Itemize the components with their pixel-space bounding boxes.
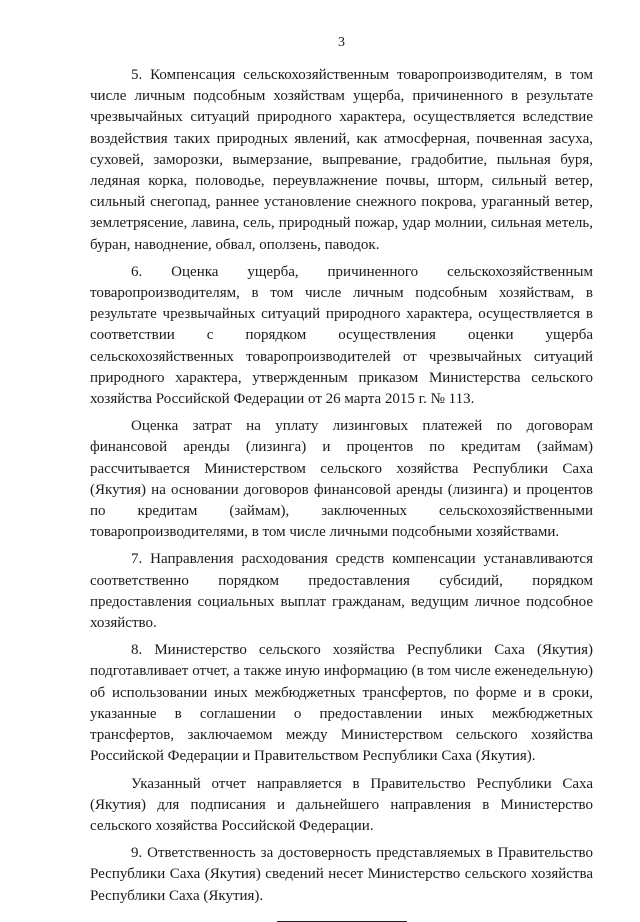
paragraph-item-5: 5. Компенсация сельскохозяйственным товаропроизводителям, в том числе личным подсобным хозяйствам ущерба, причиненного в результате чрезвычайных ситуаций природного характера, осуществляется вследствие воздействия таких природных явлений, как атмосферная, почвенная засуха, суховей, заморозки, вымерзание, выпревание, градобитие, пыльная буря, ледяная корка, половодье, переувлажнение почвы, шторм, сильный ветер, сильный снегопад, раннее установление снежного покрова, ураганный ветер, землетрясение, лавина, сель, природный пожар, удар молнии, сильная метель, буран, наводнение, обвал, оползень, паводок. bbox=[90, 67, 593, 253]
paragraph-item-7: 7. Направления расходования средств компенсации устанавливаются соответственно порядком предоставления субсидий, порядком предоставления социальных выплат гражданам, ведущим личное подсобное хозяйство. bbox=[90, 551, 593, 632]
paragraph-item-9: 9. Ответственность за достоверность представляемых в Правительство Республики Саха (Якутия) сведений несет Министерство сельского хозяйства Республики Саха (Якутия). bbox=[90, 845, 593, 904]
paragraph-leasing-estimate: Оценка затрат на уплату лизинговых платежей по договорам финансовой аренды (лизинга) и процентов по кредитам (займам) рассчитывается Министерством сельского хозяйства Республики Саха (Якутия) на основании договоров финансовой аренды (лизинга) и процентов по кредитам (займам), заключенных сельскохозяйственными товаропроизводителями, в том числе личными подсобными хозяйствами. bbox=[90, 418, 593, 541]
paragraph-item-6: 6. Оценка ущерба, причиненного сельскохозяйственным товаропроизводителям, в том числе личным подсобным хозяйствам, в результате чрезвычайных ситуаций природного характера, осуществляется в соответствии с порядком осуществления оценки ущерба сельскохозяйственных товаропроизводителей от чрезвычайных ситуаций природного характера, утвержденным приказом Министерства сельского хозяйства Российской Федерации от 26 марта 2015 г. № 113. bbox=[90, 263, 593, 408]
document-page bbox=[90, 34, 593, 922]
paragraph-item-8: 8. Министерство сельского хозяйства Республики Саха (Якутия) подготавливает отчет, а также иную информацию (в том числе еженедельную) об использовании иных межбюджетных трансфертов, по форме и в сроки, указанные в соглашении о предоставлении иных межбюджетных трансфертов, заключаемом между Министерством сельского хозяйства Российской Федерации и Правительством Республики Саха (Якутия). bbox=[90, 642, 593, 765]
paragraph-report-submission: Указанный отчет направляется в Правительство Республики Саха (Якутия) для подписания и дальнейшего направления в Министерство сельского хозяйства Российской Федерации. bbox=[90, 775, 593, 834]
page-number: 3 bbox=[338, 35, 345, 50]
